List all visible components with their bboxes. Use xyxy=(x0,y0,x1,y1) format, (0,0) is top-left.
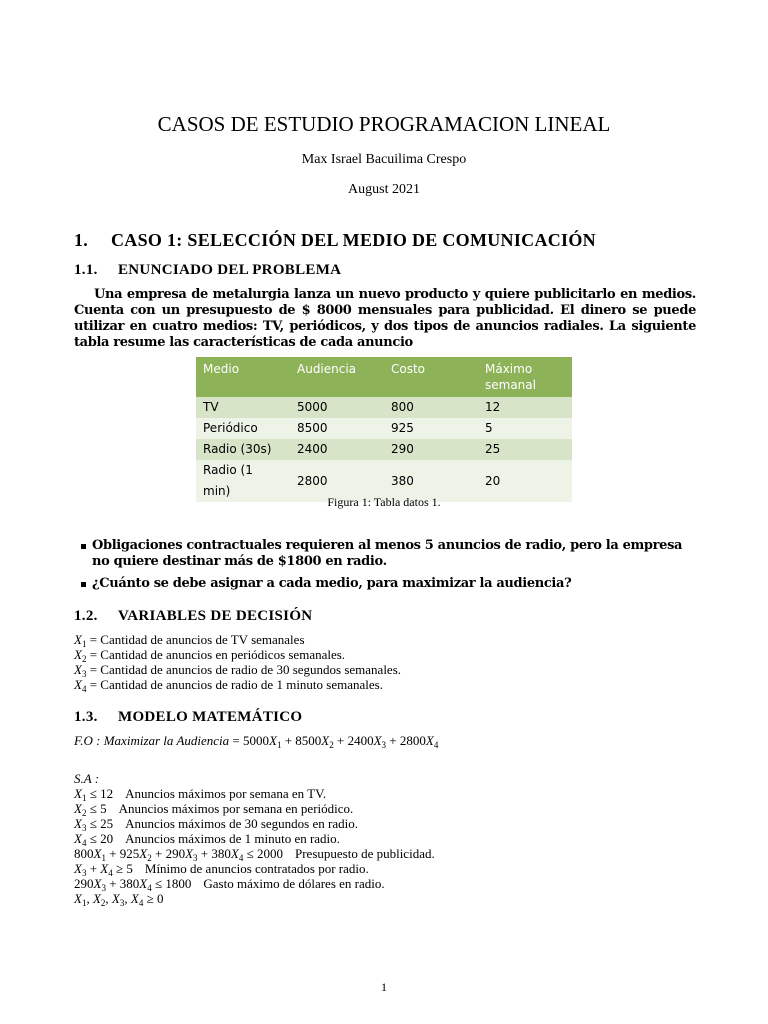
table-cell: 800 xyxy=(384,397,478,418)
table-row xyxy=(196,418,572,439)
table-cell: 25 xyxy=(478,439,572,460)
bullet-icon xyxy=(81,544,86,549)
table-cell: 925 xyxy=(384,418,478,439)
constraint: $X_2 \le 5$ Anuncios máximos por semana en periódico. xyxy=(74,801,354,818)
section-heading-1 xyxy=(74,230,596,251)
bullet-text: ¿Cuánto se debe asignar a cada medio, para maximizar la audiencia? xyxy=(92,576,572,591)
table-cell: 5000 xyxy=(290,397,384,418)
table-cell: Periódico xyxy=(196,418,290,439)
constraint-description: Anuncios máximos por semana en TV. xyxy=(125,786,327,801)
variable-definition: $X_2$ = Cantidad de anuncios en periódicos semanales. xyxy=(74,647,346,664)
table-cell: 8500 xyxy=(290,418,384,439)
section-number: 1. xyxy=(74,230,89,250)
constraint: $X_1$, $X_2$, $X_3$, $X_4 \ge 0$ xyxy=(74,891,164,908)
constraint-description: Presupuesto de publicidad. xyxy=(294,846,435,861)
constraint-description: Mínimo de anuncios contratados por radio. xyxy=(144,861,369,876)
bullet-text: Obligaciones contractuales requieren al menos 5 anuncios de radio, pero la empresa no quiere destinar más de $1800 en radio. xyxy=(92,538,683,569)
variable-text: = Cantidad de anuncios de radio de 1 minuto semanales. xyxy=(89,677,383,692)
subsection-heading-1-1 xyxy=(74,262,341,279)
table-header-cell: Audiencia xyxy=(290,357,384,397)
section-title: CASO 1: SELECCIÓN DEL MEDIO DE COMUNICACIÓN xyxy=(111,230,596,250)
table-header-cell: Máximo semanal xyxy=(478,357,572,397)
table-header-cell: Medio xyxy=(196,357,290,397)
media-data-table xyxy=(196,357,572,502)
constraint: $290X_3 + 380X_4 \le 1800$ Gasto máximo de dólares en radio. xyxy=(74,876,385,893)
subsection-heading-1-3 xyxy=(74,709,302,726)
decision-variables xyxy=(74,632,401,692)
subsection-heading-1-2 xyxy=(74,608,312,625)
variable-definition: $X_3$ = Cantidad de anuncios de radio de 30 segundos semanales. xyxy=(74,662,402,679)
variable-text: = Cantidad de anuncios de radio de 30 segundos semanales. xyxy=(89,662,402,677)
table-cell: Radio (30s) xyxy=(196,439,290,460)
table-cell: 5 xyxy=(478,418,572,439)
problem-statement xyxy=(74,287,696,351)
document-author: Max Israel Bacuilima Crespo xyxy=(301,152,467,167)
constraint: $X_4 \le 20$ Anuncios máximos de 1 minuto en radio. xyxy=(74,831,340,848)
variable-text: = Cantidad de anuncios en periódicos semanales. xyxy=(89,647,346,662)
table-cell: 290 xyxy=(384,439,478,460)
constraint-description: Gasto máximo de dólares en radio. xyxy=(203,876,385,891)
variable-definition: $X_4$ = Cantidad de anuncios de radio de 1 minuto semanales. xyxy=(74,677,383,694)
constraint: $800X_1 + 925X_2 + 290X_3 + 380X_4 \le 2000$ Presupuesto de publicidad. xyxy=(74,846,435,863)
table-cell: 2800 xyxy=(290,460,384,502)
objective-label: F.O : Maximizar la Audiencia xyxy=(74,733,230,748)
table-caption: Figura 1: Tabla datos 1. xyxy=(327,495,441,509)
document-title: CASOS DE ESTUDIO PROGRAMACION LINEAL xyxy=(157,112,611,136)
subsection-title: ENUNCIADO DEL PROBLEMA xyxy=(118,262,342,278)
table-header-row xyxy=(196,357,572,397)
table-row xyxy=(196,439,572,460)
problem-text: Una empresa de metalurgia lanza un nuevo producto y quiere publicitarlo en medios. Cuenta con un presupuesto de $ 8000 mensuales para publicidad. El dinero se puede utilizar en cuatro medios: TV, periódicos, y dos tipos de anuncios radiales. La siguiente tabla resume las características de cada anuncio xyxy=(74,287,696,350)
variable-text: = Cantidad de anuncios de TV semanales xyxy=(89,632,305,647)
constraint: $X_3 + X_4 \ge 5$ Mínimo de anuncios contratados por radio. xyxy=(74,861,369,878)
bullet-icon xyxy=(81,582,86,587)
objective-function: F.O : Maximizar la Audiencia = $5000X_1 + 8500X_2 + 2400X_3 + 2800X_4$ xyxy=(74,733,439,750)
subject-to-label: S.A : xyxy=(74,771,100,786)
table-cell: Radio (1 min) xyxy=(196,460,290,502)
constraint-description: Anuncios máximos por semana en periódico. xyxy=(118,801,354,816)
table-header-cell: Costo xyxy=(384,357,478,397)
table-cell: 12 xyxy=(478,397,572,418)
constraint: $X_3 \le 25$ Anuncios máximos de 30 segundos en radio. xyxy=(74,816,358,833)
constraints-block xyxy=(74,771,435,906)
constraint-description: Anuncios máximos de 30 segundos en radio. xyxy=(125,816,358,831)
table-cell: TV xyxy=(196,397,290,418)
variable-definition: $X_1$ = Cantidad de anuncios de TV semanales xyxy=(74,632,305,649)
subsection-number: 1.1. xyxy=(74,262,98,278)
document-date: August 2021 xyxy=(348,182,420,197)
subsection-title: VARIABLES DE DECISIÓN xyxy=(118,608,313,624)
table-cell: 2400 xyxy=(290,439,384,460)
page-number: 1 xyxy=(381,980,387,994)
subsection-number: 1.3. xyxy=(74,709,98,725)
list-item xyxy=(92,538,696,570)
constraint: $X_1 \le 12$ Anuncios máximos por semana en TV. xyxy=(74,786,327,803)
table-row xyxy=(196,397,572,418)
constraint-description: Anuncios máximos de 1 minuto en radio. xyxy=(125,831,340,846)
list-item xyxy=(92,576,696,592)
table-cell: 20 xyxy=(478,460,572,502)
table-cell: 380 xyxy=(384,460,478,502)
subsection-title: MODELO MATEMÁTICO xyxy=(118,709,303,725)
subsection-number: 1.2. xyxy=(74,608,98,624)
